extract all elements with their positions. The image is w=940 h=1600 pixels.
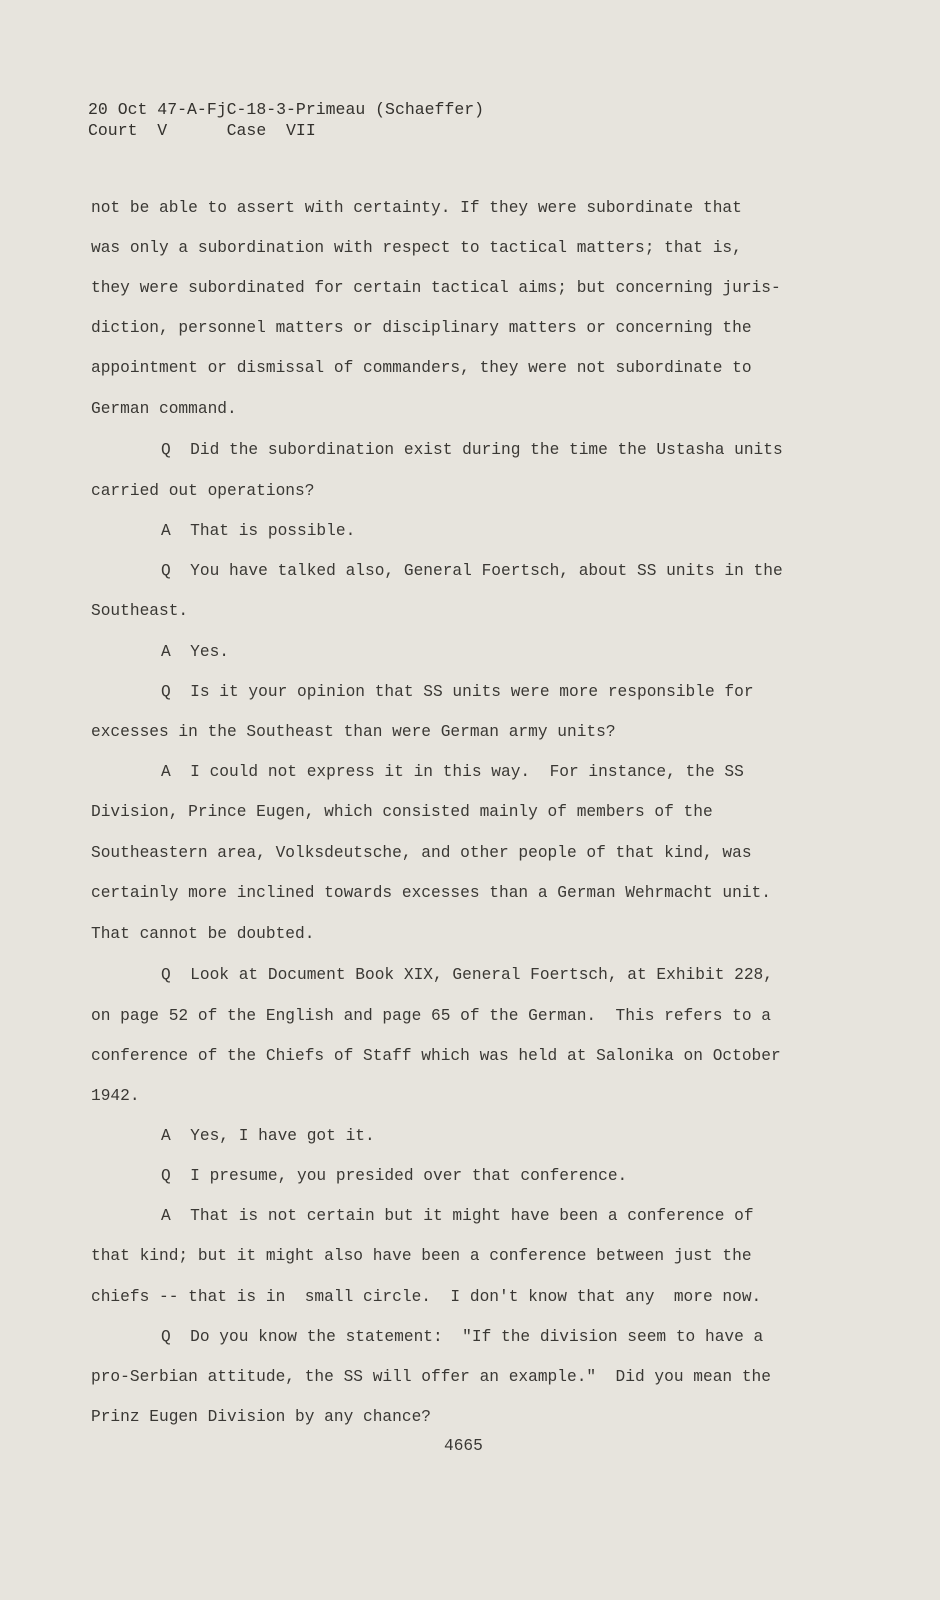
text-line: 1942.	[91, 1087, 140, 1105]
text-line: German command.	[91, 400, 237, 418]
question-line: Q Did the subordination exist during the time the Ustasha units	[161, 441, 783, 459]
answer-line: A That is possible.	[161, 522, 356, 540]
question-line: Q Look at Document Book XIX, General Foertsch, at Exhibit 228,	[161, 966, 773, 984]
header-court-case: Court V Case VII	[88, 121, 316, 140]
answer-line: A I could not express it in this way. For instance, the SS	[161, 763, 744, 781]
text-line: That cannot be doubted.	[91, 925, 315, 943]
text-line: certainly more inclined towards excesses than a German Wehrmacht unit.	[91, 884, 771, 902]
text-line: that kind; but it might also have been a conference between just the	[91, 1247, 752, 1265]
text-line: pro-Serbian attitude, the SS will offer an example." Did you mean the	[91, 1368, 771, 1386]
text-line: carried out operations?	[91, 482, 315, 500]
text-line: diction, personnel matters or disciplinary matters or concerning the	[91, 319, 752, 337]
text-line: chiefs -- that is in small circle. I don't know that any more now.	[91, 1288, 762, 1306]
answer-line: A That is not certain but it might have been a conference of	[161, 1207, 754, 1225]
page-number: 4665	[444, 1437, 483, 1455]
text-line: they were subordinated for certain tactical aims; but concerning juris-	[91, 279, 781, 297]
text-line: Southeastern area, Volksdeutsche, and other people of that kind, was	[91, 844, 752, 862]
text-line: excesses in the Southeast than were German army units?	[91, 723, 616, 741]
text-line: appointment or dismissal of commanders, they were not subordinate to	[91, 359, 752, 377]
text-line: not be able to assert with certainty. If they were subordinate that	[91, 199, 742, 217]
text-line: was only a subordination with respect to tactical matters; that is,	[91, 239, 742, 257]
question-line: Q Do you know the statement: "If the division seem to have a	[161, 1328, 764, 1346]
text-line: Southeast.	[91, 602, 189, 620]
text-line: on page 52 of the English and page 65 of the German. This refers to a	[91, 1007, 771, 1025]
question-line: Q I presume, you presided over that conference.	[161, 1167, 628, 1185]
answer-line: A Yes.	[161, 643, 229, 661]
answer-line: A Yes, I have got it.	[161, 1127, 375, 1145]
header-reference: 20 Oct 47-A-FjC-18-3-Primeau (Schaeffer)	[88, 100, 485, 119]
text-line: Prinz Eugen Division by any chance?	[91, 1408, 431, 1426]
text-line: Division, Prince Eugen, which consisted mainly of members of the	[91, 803, 713, 821]
question-line: Q You have talked also, General Foertsch, about SS units in the	[161, 562, 783, 580]
question-line: Q Is it your opinion that SS units were more responsible for	[161, 683, 754, 701]
text-line: conference of the Chiefs of Staff which was held at Salonika on October	[91, 1047, 781, 1065]
